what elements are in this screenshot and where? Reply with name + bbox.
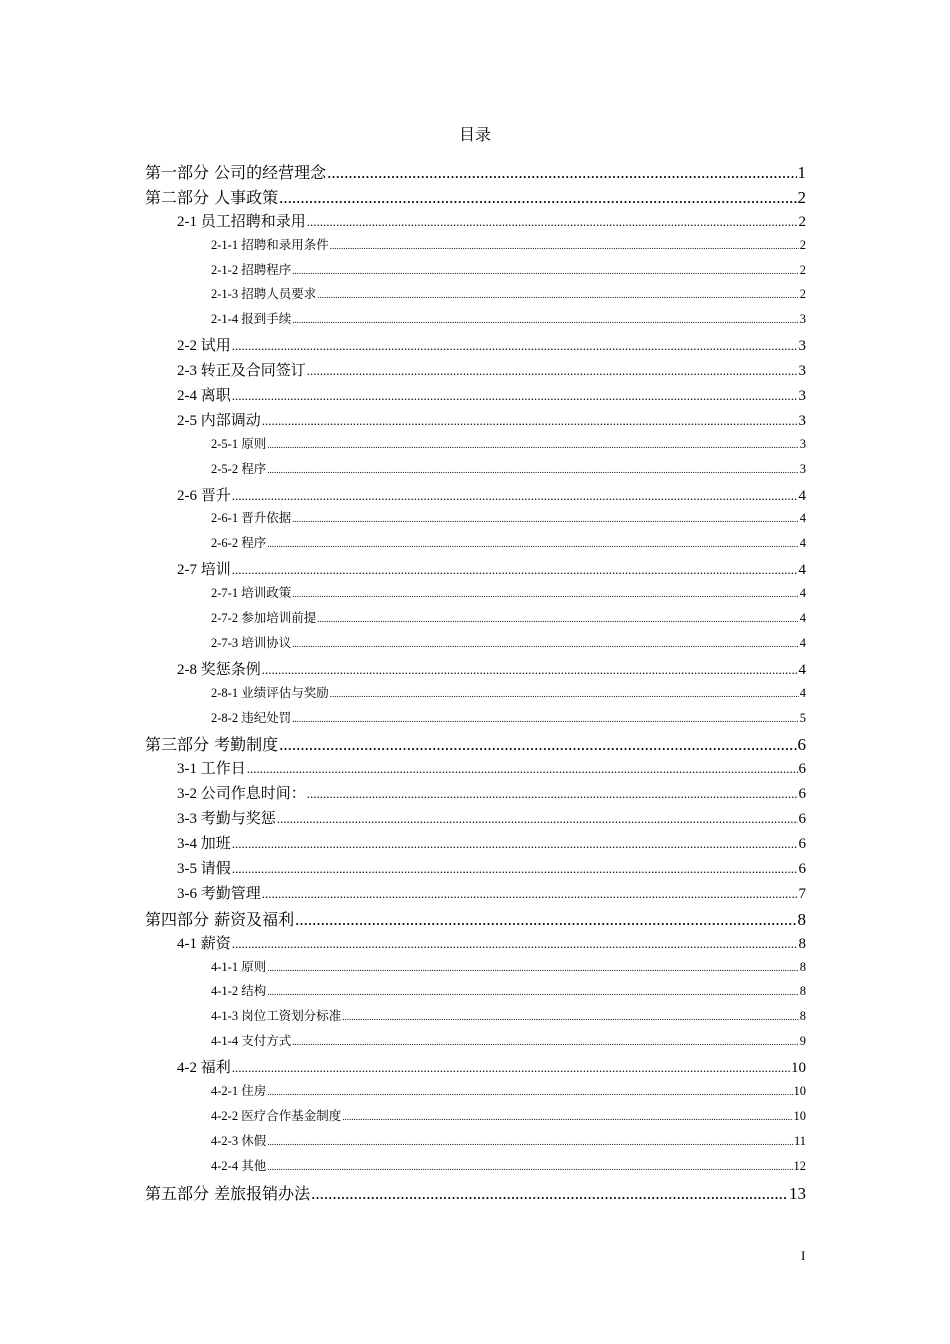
toc-entry[interactable] [145, 832, 806, 857]
toc-entry[interactable] [145, 434, 806, 459]
toc-entry-label: 2-4 离职 [177, 388, 231, 405]
toc-entry-label: 4-1-3 岗位工资划分标准 [211, 1009, 342, 1024]
toc-entry-label: 4-1-2 结构 [211, 984, 267, 999]
toc-entry-label: 2-5 内部调动 [177, 412, 261, 429]
toc-entry-label: 第五部分 差旅报销办法 [145, 1183, 311, 1203]
toc-entry[interactable] [145, 757, 806, 782]
toc-entry-page: 3 [798, 338, 806, 355]
toc-entry-label: 3-2 公司作息时间： [177, 786, 306, 803]
toc-leader-dots [311, 1184, 788, 1204]
toc-entry-label: 3-4 加班 [177, 836, 231, 853]
toc-entry-page: 3 [798, 412, 806, 429]
toc-leader-dots [262, 413, 798, 429]
toc-entry-label: 2-1 员工招聘和录用 [177, 213, 306, 230]
toc-entry-page: 2 [799, 262, 806, 277]
toc-entry-label: 2-5-2 程序 [211, 461, 267, 476]
toc-entry-label: 2-2 试用 [177, 338, 231, 355]
toc-entry[interactable] [145, 185, 806, 210]
toc-entry-label: 4-2 福利 [177, 1060, 231, 1077]
toc-leader-dots [342, 1112, 792, 1122]
toc-leader-dots [317, 290, 799, 300]
toc-leader-dots [262, 886, 798, 902]
toc-leader-dots [262, 662, 798, 678]
page-number: I [801, 1248, 806, 1263]
toc-leader-dots [267, 539, 799, 549]
toc-entry-label: 2-6 晋升 [177, 487, 231, 504]
toc-entry-page: 5 [799, 710, 806, 725]
toc-leader-dots [232, 562, 798, 578]
toc-leader-dots [292, 266, 799, 276]
toc-leader-dots [232, 836, 798, 852]
toc-entry-page: 13 [789, 1183, 806, 1203]
toc-entry-page: 12 [793, 1158, 806, 1173]
toc-leader-dots [292, 315, 799, 325]
toc-entry[interactable] [145, 633, 806, 658]
toc-entry[interactable] [145, 459, 806, 484]
toc-entry-label: 4-1-4 支付方式 [211, 1034, 292, 1049]
toc-entry-label: 2-7 培训 [177, 562, 231, 579]
toc-entry[interactable] [145, 1031, 806, 1056]
toc-entry[interactable] [145, 683, 806, 708]
toc-entry-label: 2-8-1 业绩评估与奖励 [211, 685, 329, 700]
toc-entry[interactable] [145, 409, 806, 434]
toc-leader-dots [267, 1162, 792, 1172]
toc-entry-page: 3 [798, 388, 806, 405]
toc-entry-label: 3-5 请假 [177, 860, 231, 877]
toc-entry-page: 6 [798, 811, 806, 828]
toc-entry-page: 8 [797, 909, 806, 929]
toc-leader-dots [330, 241, 799, 251]
toc-entry-label: 3-3 考勤与奖惩 [177, 811, 276, 828]
toc-entry-page: 3 [798, 363, 806, 380]
toc-leader-dots [330, 689, 799, 699]
toc-entry-page: 1 [797, 163, 806, 182]
toc-entry-label: 2-3 转正及合同签订 [177, 363, 306, 380]
toc-entry-label: 3-1 工作日 [177, 761, 246, 778]
toc-entry-label: 3-6 考勤管理 [177, 885, 261, 902]
toc-leader-dots [327, 163, 796, 183]
toc-entry[interactable] [145, 1156, 806, 1181]
toc-entry-page: 4 [799, 635, 806, 650]
toc-entry-page: 8 [799, 984, 806, 999]
toc-entry[interactable] [145, 708, 806, 733]
toc-entry[interactable] [145, 384, 806, 409]
toc-entry-label: 2-1-2 招聘程序 [211, 262, 292, 277]
toc-leader-dots [292, 639, 799, 649]
toc-entry-page: 4 [798, 661, 806, 678]
toc-entry-label: 第四部分 薪资及福利 [145, 909, 295, 929]
toc-entry-label: 2-7-3 培训协议 [211, 635, 292, 650]
toc-entry[interactable] [145, 981, 806, 1006]
toc-entry-label: 2-8 奖惩条例 [177, 661, 261, 678]
toc-entry[interactable] [145, 1131, 806, 1156]
toc-entry[interactable] [145, 807, 806, 832]
toc-entry[interactable] [145, 235, 806, 260]
toc-entry-page: 3 [799, 436, 806, 451]
toc-entry[interactable] [145, 1181, 806, 1206]
toc-entry[interactable] [145, 1056, 806, 1081]
toc-entry-page: 2 [797, 187, 806, 207]
toc-entry-label: 4-2-1 住房 [211, 1083, 267, 1098]
toc-leader-dots [277, 811, 798, 827]
toc-entry-page: 2 [798, 213, 806, 230]
toc-entry[interactable] [145, 334, 806, 359]
toc-leader-dots [267, 987, 799, 997]
toc-entry-label: 2-8-2 违纪处罚 [211, 710, 292, 725]
toc-entry[interactable] [145, 484, 806, 509]
toc-entry[interactable] [145, 309, 806, 334]
toc-entry-page: 7 [798, 885, 806, 902]
toc-leader-dots [232, 338, 798, 354]
toc-entry-page: 4 [799, 685, 806, 700]
toc-entry-page: 6 [798, 860, 806, 877]
toc-entry-page: 3 [799, 312, 806, 327]
toc-entry-label: 2-7-1 培训政策 [211, 586, 292, 601]
toc-leader-dots [247, 761, 798, 777]
toc-entry-page: 4 [799, 611, 806, 626]
toc-entry-label: 4-2-4 其他 [211, 1158, 267, 1173]
toc-entry-page: 6 [797, 735, 806, 755]
toc-entry-page: 4 [798, 562, 806, 579]
toc-entry-label: 第二部分 人事政策 [145, 187, 279, 207]
toc-entry-page: 11 [793, 1133, 806, 1148]
toc-entry[interactable] [145, 732, 806, 757]
toc-leader-dots [292, 514, 799, 524]
toc-leader-dots [232, 861, 798, 877]
toc-leader-dots [295, 910, 796, 930]
toc-leader-dots [232, 488, 798, 504]
toc-entry[interactable] [145, 882, 806, 907]
toc-entry-label: 4-2-3 休假 [211, 1133, 267, 1148]
toc-entry-label: 2-1-4 报到手续 [211, 312, 292, 327]
toc-leader-dots [292, 1037, 799, 1047]
toc-leader-dots [267, 465, 799, 475]
toc-entry-page: 2 [799, 237, 806, 252]
toc-leader-dots [267, 1137, 793, 1147]
toc-leader-dots [307, 214, 798, 230]
table-of-contents [145, 160, 806, 1205]
toc-entry-page: 2 [799, 287, 806, 302]
toc-entry-page: 9 [799, 1034, 806, 1049]
toc-entry-page: 3 [799, 461, 806, 476]
toc-entry[interactable] [145, 160, 806, 185]
toc-leader-dots [292, 714, 799, 724]
toc-entry[interactable] [145, 658, 806, 683]
toc-entry-page: 4 [799, 586, 806, 601]
toc-entry-label: 2-6-1 晋升依据 [211, 511, 292, 526]
toc-entry[interactable] [145, 558, 806, 583]
toc-entry-page: 4 [799, 536, 806, 551]
toc-entry[interactable] [145, 1006, 806, 1031]
toc-entry-page: 6 [798, 761, 806, 778]
toc-leader-dots [232, 936, 798, 952]
toc-entry-label: 2-1-3 招聘人员要求 [211, 287, 317, 302]
toc-entry-label: 4-1 薪资 [177, 935, 231, 952]
toc-entry[interactable] [145, 210, 806, 235]
toc-entry[interactable] [145, 957, 806, 982]
toc-entry-label: 2-7-2 参加培训前提 [211, 611, 317, 626]
toc-entry[interactable] [145, 857, 806, 882]
toc-entry[interactable] [145, 284, 806, 309]
toc-leader-dots [307, 786, 798, 802]
toc-entry-page: 4 [798, 487, 806, 504]
toc-entry-label: 2-1-1 招聘和录用条件 [211, 237, 329, 252]
toc-entry[interactable] [145, 508, 806, 533]
toc-leader-dots [342, 1012, 799, 1022]
toc-entry-page: 10 [793, 1108, 806, 1123]
toc-entry-label: 4-2-2 医疗合作基金制度 [211, 1108, 342, 1123]
toc-leader-dots [279, 188, 796, 208]
toc-entry-page: 8 [799, 1009, 806, 1024]
toc-entry[interactable] [145, 782, 806, 807]
toc-entry[interactable] [145, 907, 806, 932]
page-title: 目录 [458, 127, 491, 144]
toc-entry-page: 4 [799, 511, 806, 526]
toc-leader-dots [267, 440, 799, 450]
toc-entry[interactable] [145, 583, 806, 608]
toc-entry-page: 8 [798, 935, 806, 952]
toc-entry-label: 4-1-1 原则 [211, 959, 267, 974]
toc-entry-label: 2-6-2 程序 [211, 536, 267, 551]
toc-entry[interactable] [145, 608, 806, 633]
toc-leader-dots [232, 388, 798, 404]
toc-entry-page: 8 [799, 959, 806, 974]
toc-entry-label: 第一部分 公司的经营理念 [145, 163, 327, 182]
toc-entry[interactable] [145, 533, 806, 558]
toc-leader-dots [307, 363, 798, 379]
toc-leader-dots [232, 1060, 790, 1076]
toc-leader-dots [267, 963, 799, 973]
toc-leader-dots [292, 589, 799, 599]
toc-leader-dots [267, 1087, 792, 1097]
toc-entry[interactable] [145, 359, 806, 384]
toc-entry-page: 10 [791, 1060, 806, 1077]
toc-entry-label: 2-5-1 原则 [211, 436, 267, 451]
toc-leader-dots [317, 614, 799, 624]
toc-entry[interactable] [145, 932, 806, 957]
toc-entry[interactable] [145, 1081, 806, 1106]
toc-entry-page: 6 [798, 786, 806, 803]
toc-entry-label: 第三部分 考勤制度 [145, 735, 279, 755]
toc-entry-page: 6 [798, 836, 806, 853]
toc-entry-page: 10 [793, 1083, 806, 1098]
toc-entry[interactable] [145, 1106, 806, 1131]
toc-entry[interactable] [145, 260, 806, 285]
toc-leader-dots [279, 735, 796, 755]
